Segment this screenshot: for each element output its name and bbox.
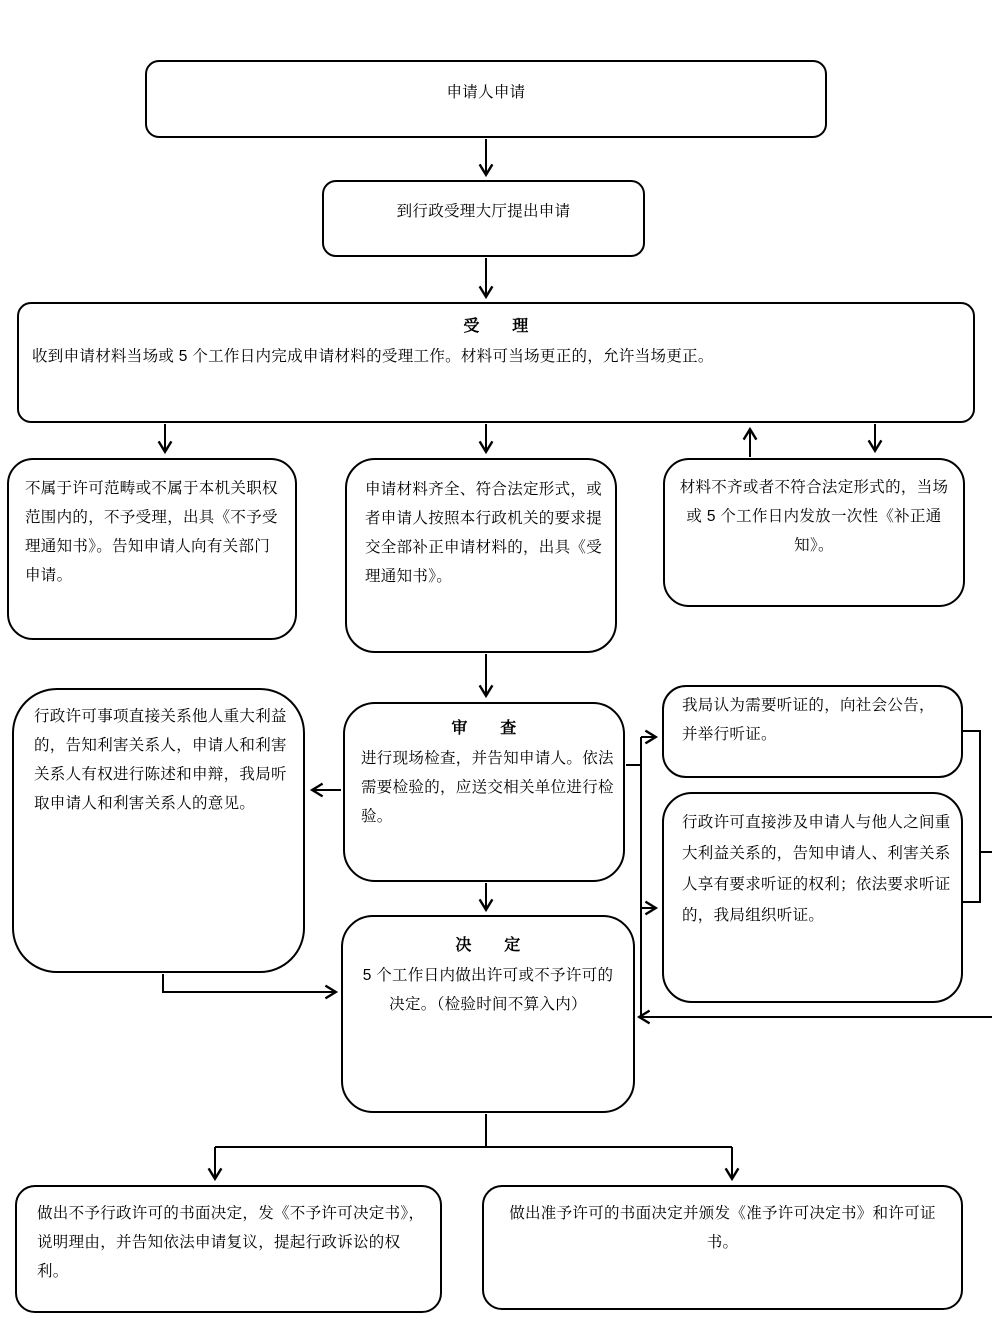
node-denial-label: 做出不予行政许可的书面决定，发《不予许可决定书》，说明理由，并告知依法申请复议，提起行政诉讼的权利。	[37, 1205, 425, 1280]
node-approval-label: 做出准予许可的书面决定并颁发《准予许可决定书》和许可证书。	[509, 1205, 936, 1251]
node-review-title: 审 查	[451, 720, 517, 737]
node-hearing-rights-label: 行政许可直接涉及申请人与他人之间重大利益关系的，告知申请人、利害关系人享有要求听证的权利；依法要求听证的，我局组织听证。	[682, 814, 951, 924]
node-decision-body: 5 个工作日内做出许可或不予许可的决定。（检验时间不算入内）	[362, 967, 614, 1013]
node-materials-incomplete-label: 材料不齐或者不符合法定形式的，当场或 5 个工作日内发放一次性《补正通知》。	[679, 479, 949, 554]
node-applicant	[145, 60, 827, 138]
node-decision-title: 决 定	[455, 937, 521, 954]
node-review	[343, 702, 625, 882]
node-denial	[15, 1185, 442, 1313]
node-interested-parties	[12, 688, 305, 973]
node-materials-complete	[345, 458, 617, 653]
node-accept-title: 受 理	[463, 318, 529, 335]
node-accept-body: 收到申请材料当场或 5 个工作日内完成申请材料的受理工作。材料可当场更正的，允许当场更正。	[32, 348, 714, 365]
node-decision	[341, 915, 635, 1113]
node-review-body: 进行现场检查，并告知申请人。依法需要检验的，应送交相关单位进行检验。	[361, 750, 614, 825]
node-approval	[482, 1185, 963, 1310]
node-hearing-announcement	[662, 685, 963, 778]
node-hearing-announcement-label: 我局认为需要听证的，向社会公告，并举行听证。	[682, 697, 935, 743]
node-accept	[17, 302, 975, 423]
node-not-accepted-label: 不属于许可范畴或不属于本机关职权范围内的，不予受理，出具《不予受理通知书》。告知申请人向有关部门申请。	[25, 480, 278, 584]
node-materials-complete-label: 申请材料齐全、符合法定形式，或者申请人按照本行政机关的要求提交全部补正申请材料的，出具《受理通知书》。	[365, 481, 603, 585]
node-applicant-label: 申请人申请	[446, 84, 526, 101]
node-hall	[322, 180, 645, 257]
node-interested-parties-label: 行政许可事项直接关系他人重大利益的，告知利害关系人，申请人和利害关系人有权进行陈述和申辩，我局听取申请人和利害关系人的意见。	[34, 708, 287, 812]
bracket-hearing-right	[963, 731, 980, 902]
node-not-accepted	[7, 458, 297, 640]
node-hearing-rights	[662, 792, 963, 1003]
node-materials-incomplete	[663, 458, 965, 607]
arrow-parties-to-decision	[163, 974, 335, 992]
node-hall-label: 到行政受理大厅提出申请	[396, 203, 571, 220]
